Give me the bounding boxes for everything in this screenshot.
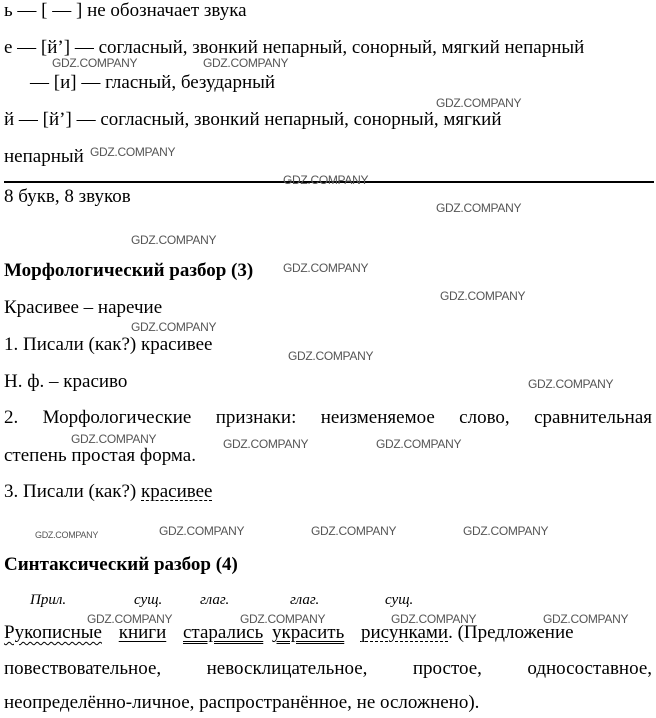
morph-word-line: Красивее – наречие bbox=[4, 297, 163, 318]
pos-label-noun: сущ. bbox=[385, 592, 414, 608]
morph-item-3 bbox=[4, 481, 213, 503]
watermark: GDZ.COMPANY bbox=[463, 524, 549, 538]
sentence-word-predicate: украсить bbox=[272, 622, 345, 643]
sentence-word-attribute: Рукописные bbox=[4, 622, 102, 643]
watermark: GDZ.COMPANY bbox=[528, 377, 614, 391]
syntax-heading: Синтаксический разбор (4) bbox=[4, 554, 238, 575]
watermark: GDZ.COMPANY bbox=[436, 201, 522, 215]
watermark: GDZ.COMPANY bbox=[35, 530, 99, 540]
sentence-tail: . (Предложение bbox=[448, 622, 574, 643]
watermark: GDZ.COMPANY bbox=[159, 524, 245, 538]
watermark: GDZ.COMPANY bbox=[52, 56, 138, 70]
morph-initial-form: Н. ф. – красиво bbox=[4, 371, 128, 392]
morph-item-1: 1. Писали (как?) красивее bbox=[4, 334, 213, 355]
pos-label-verb: глаг. bbox=[290, 592, 320, 608]
phonetic-line-y-cont: непарный bbox=[4, 146, 84, 167]
pos-label-verb: глаг. bbox=[200, 592, 230, 608]
watermark: GDZ.COMPANY bbox=[440, 289, 526, 303]
phonetic-line-e: е — [й’] — согласный, звонкий непарный, сонорный, мягкий непарный bbox=[4, 37, 585, 58]
watermark: GDZ.COMPANY bbox=[90, 145, 176, 159]
phonetic-line-soft-sign: ь — [ — ] не обозначает звука bbox=[4, 0, 247, 21]
watermark: GDZ.COMPANY bbox=[131, 233, 217, 247]
morph-item-3-prefix: 3. Писали (как?) bbox=[4, 481, 141, 502]
watermark: GDZ.COMPANY bbox=[87, 612, 173, 626]
morph-item-2-line2: степень простая форма. bbox=[4, 445, 196, 466]
watermark: GDZ.COMPANY bbox=[391, 612, 477, 626]
watermark: GDZ.COMPANY bbox=[240, 612, 326, 626]
syntax-characteristics-line1: повествовательное, невосклицательное, простое, односоставное, bbox=[4, 658, 652, 679]
watermark: GDZ.COMPANY bbox=[436, 96, 522, 110]
watermark: GDZ.COMPANY bbox=[376, 437, 462, 451]
phonetic-line-i: — [и] — гласный, безударный bbox=[30, 72, 276, 93]
sentence-word-object: рисунками bbox=[360, 622, 449, 643]
pos-label-adjective: Прил. bbox=[30, 592, 67, 608]
watermark: GDZ.COMPANY bbox=[131, 320, 217, 334]
watermark: GDZ.COMPANY bbox=[288, 349, 374, 363]
sentence-word-subject: книги bbox=[118, 622, 167, 643]
syntax-characteristics-line2: неопределённо-личное, распространённое, не осложнено). bbox=[4, 692, 480, 713]
phonetic-line-y: й — [й’] — согласный, звонкий непарный, сонорный, мягкий bbox=[4, 109, 502, 130]
watermark: GDZ.COMPANY bbox=[223, 437, 309, 451]
watermark: GDZ.COMPANY bbox=[543, 612, 629, 626]
watermark: GDZ.COMPANY bbox=[283, 261, 369, 275]
watermark: GDZ.COMPANY bbox=[203, 56, 289, 70]
watermark: GDZ.COMPANY bbox=[71, 432, 157, 446]
sentence-word-predicate: старались bbox=[183, 622, 264, 643]
watermark: GDZ.COMPANY bbox=[283, 173, 369, 187]
morph-heading: Морфологический разбор (3) bbox=[4, 260, 254, 281]
pos-label-noun: сущ. bbox=[134, 592, 163, 608]
letters-sounds-summary: 8 букв, 8 звуков bbox=[4, 186, 131, 207]
watermark: GDZ.COMPANY bbox=[311, 524, 397, 538]
adverbial-underlined-word: красивее bbox=[141, 481, 213, 502]
morph-item-2-line1: 2. Морфологические признаки: неизменяемое слово, сравнительная bbox=[4, 407, 652, 428]
